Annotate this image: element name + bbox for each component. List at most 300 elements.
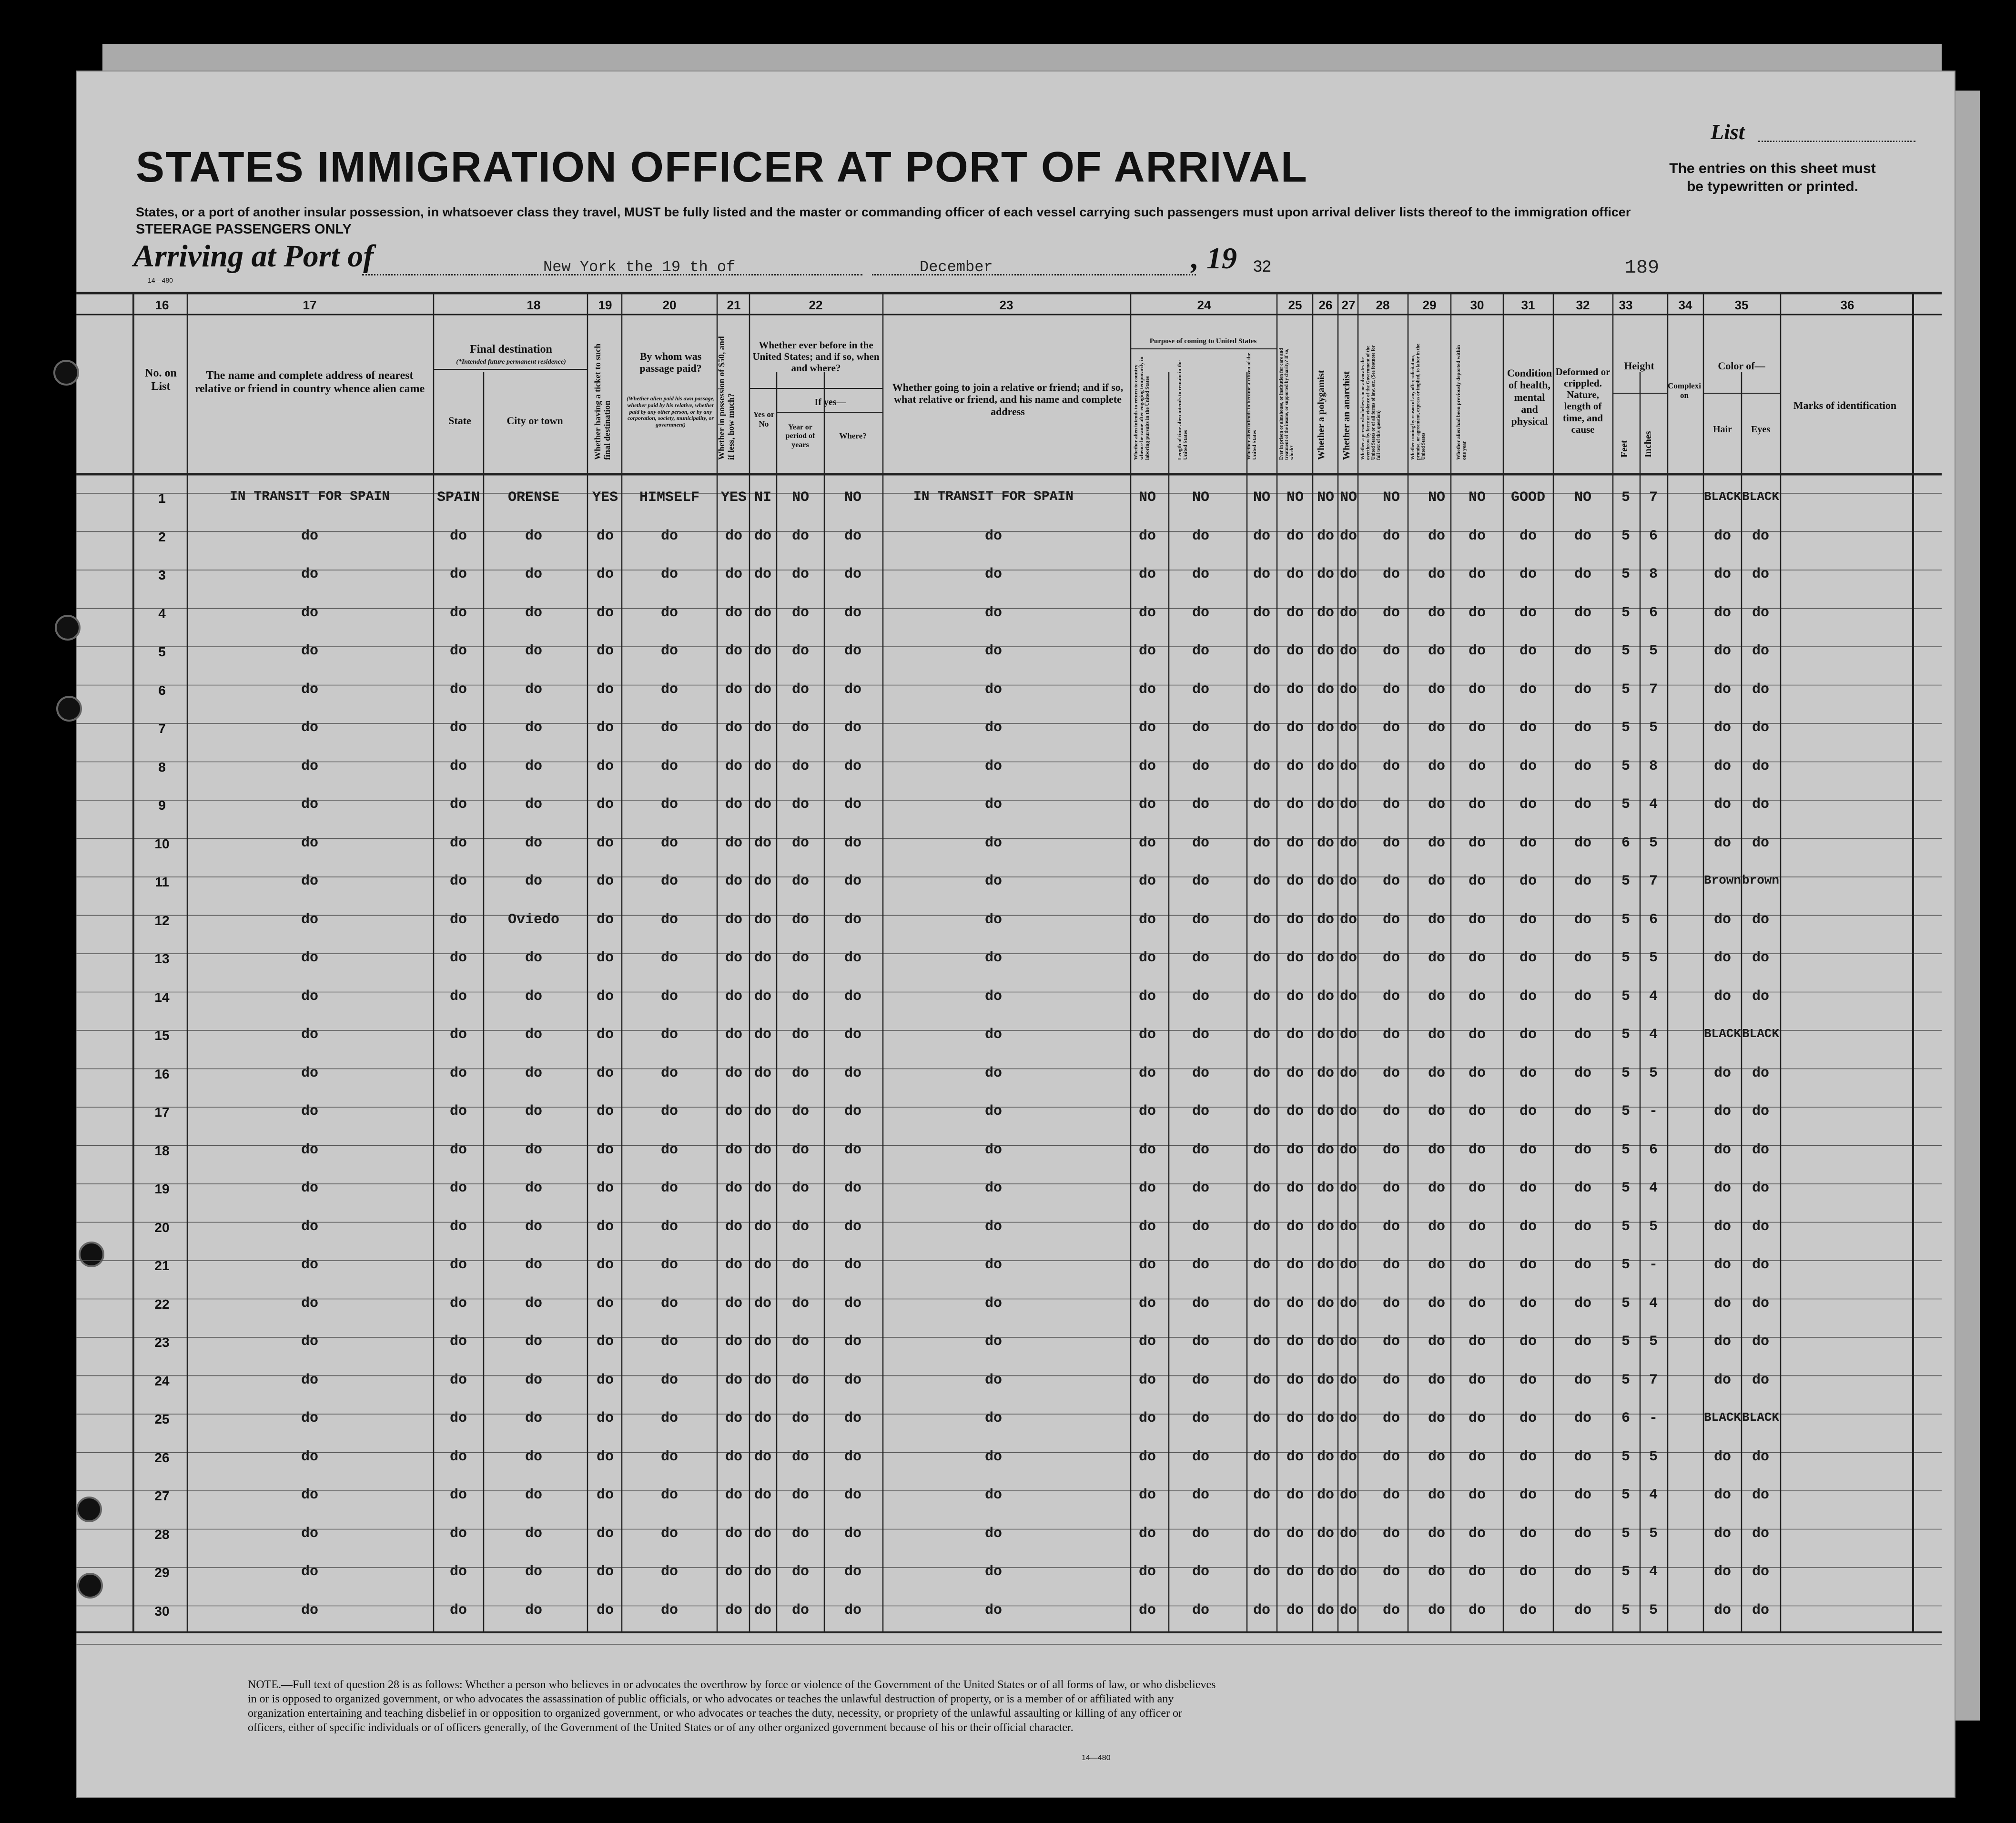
- cell-hair: do: [1713, 758, 1731, 774]
- cell-c21: do: [725, 1027, 742, 1043]
- cell-c24a: do: [1138, 1372, 1156, 1388]
- header-prison-almshouse: Ever in prison or almshouse, or institution for care and treatment of the insane, or supported by charity? If so, which?: [1279, 348, 1295, 460]
- cell-c20: do: [660, 1218, 678, 1235]
- cell-city: do: [525, 643, 542, 659]
- cell-state: do: [449, 643, 467, 659]
- cell-c20: do: [660, 1334, 678, 1350]
- cell-c27: do: [1339, 1410, 1357, 1426]
- cell-c17: do: [301, 911, 318, 928]
- cell-c29: NO: [1428, 489, 1445, 506]
- cell-c24b: do: [1192, 758, 1209, 774]
- cell-c22c: do: [844, 1027, 861, 1043]
- cell-c26: do: [1317, 1065, 1334, 1081]
- cell-c22a: do: [754, 950, 771, 966]
- cell-hair: do: [1713, 566, 1731, 582]
- cell-c26: do: [1317, 1564, 1334, 1580]
- cell-city: do: [525, 528, 542, 544]
- cell-c19: do: [596, 1027, 614, 1043]
- cell-city: do: [525, 1027, 542, 1043]
- cell-c26: do: [1317, 643, 1334, 659]
- header-steerage: STEERAGE PASSENGERS ONLY: [136, 222, 352, 237]
- column-number: 29: [1422, 298, 1437, 312]
- cell-c21: do: [725, 1334, 742, 1350]
- cell-c23: do: [984, 1564, 1002, 1580]
- row-number: 23: [154, 1335, 170, 1350]
- cell-c29: do: [1428, 873, 1445, 889]
- cell-c22a: do: [754, 1564, 771, 1580]
- cell-c24a: do: [1138, 1487, 1156, 1503]
- header-state: State: [448, 415, 471, 427]
- binder-hole: [77, 1573, 103, 1599]
- cell-c28: do: [1382, 1218, 1400, 1235]
- row-number: 13: [154, 951, 170, 966]
- row-number: 7: [158, 721, 166, 736]
- cell-c24a: do: [1138, 681, 1156, 698]
- cell-c29: do: [1428, 643, 1445, 659]
- binder-hole: [79, 1242, 104, 1267]
- cell-hair: do: [1713, 1103, 1731, 1120]
- cell-c25: do: [1286, 643, 1304, 659]
- cell-c28: do: [1382, 1525, 1400, 1542]
- cell-city: do: [525, 950, 542, 966]
- cell-c21: do: [725, 988, 742, 1005]
- cell-c23: do: [984, 1180, 1002, 1196]
- header-passage-paid-sub: (Whether alien paid his own passage, whether paid by his relative, whether paid by any other person, or by any corporation, society, municipality, or government): [627, 395, 715, 428]
- cell-city: do: [525, 604, 542, 621]
- cell-inches: 7: [1649, 681, 1658, 698]
- cell-c24c: do: [1253, 1448, 1270, 1465]
- cell-c31: do: [1519, 1103, 1537, 1120]
- cell-c17: do: [301, 1218, 318, 1235]
- cell-c20: do: [660, 1295, 678, 1312]
- row-number: 29: [154, 1565, 170, 1580]
- cell-c26: do: [1317, 1141, 1334, 1158]
- row-number: 5: [158, 644, 166, 659]
- cell-eyes: brown: [1742, 873, 1779, 887]
- cell-c26: do: [1317, 1448, 1334, 1465]
- column-number: 27: [1341, 298, 1356, 312]
- cell-c32: do: [1574, 1180, 1591, 1196]
- cell-c24a: do: [1138, 1141, 1156, 1158]
- cell-c30: do: [1468, 643, 1486, 659]
- cell-c32: do: [1574, 720, 1591, 736]
- cell-inches: 4: [1649, 988, 1658, 1005]
- cell-c19: do: [596, 1103, 614, 1120]
- cell-c29: do: [1428, 1487, 1445, 1503]
- header-final-destination: Final destination: [470, 343, 552, 356]
- cell-c26: do: [1317, 1372, 1334, 1388]
- cell-c17: do: [301, 720, 318, 736]
- cell-c20: do: [660, 566, 678, 582]
- cell-c24c: do: [1253, 835, 1270, 851]
- cell-c24a: do: [1138, 873, 1156, 889]
- cell-feet: 5: [1621, 566, 1630, 582]
- cell-feet: 5: [1621, 873, 1630, 889]
- cell-c17: do: [301, 950, 318, 966]
- cell-c24b: do: [1192, 604, 1209, 621]
- column-number: 17: [303, 298, 317, 312]
- cell-c22a: do: [754, 835, 771, 851]
- cell-state: do: [449, 1372, 467, 1388]
- cell-c30: do: [1468, 950, 1486, 966]
- cell-c29: do: [1428, 1334, 1445, 1350]
- cell-hair: do: [1713, 950, 1731, 966]
- cell-eyes: do: [1752, 643, 1769, 659]
- column-number: 16: [155, 298, 169, 312]
- cell-c22a: do: [754, 604, 771, 621]
- cell-c29: do: [1428, 796, 1445, 813]
- cell-eyes: BLACK: [1742, 489, 1779, 504]
- cell-feet: 5: [1621, 1372, 1630, 1388]
- cell-c20: do: [660, 796, 678, 813]
- cell-c29: do: [1428, 911, 1445, 928]
- cell-c22c: do: [844, 604, 861, 621]
- cell-city: do: [525, 566, 542, 582]
- cell-c22b: do: [791, 835, 809, 851]
- cell-c30: do: [1468, 1295, 1486, 1312]
- header-deported: Whether alien had been previously deported within one year: [1456, 345, 1468, 460]
- cell-c22b: do: [791, 1180, 809, 1196]
- cell-c24b: do: [1192, 1218, 1209, 1235]
- cell-c22c: do: [844, 988, 861, 1005]
- cell-state: do: [449, 1334, 467, 1350]
- cell-c19: do: [596, 1372, 614, 1388]
- cell-c25: do: [1286, 1525, 1304, 1542]
- cell-c25: do: [1286, 1295, 1304, 1312]
- cell-c28: do: [1382, 988, 1400, 1005]
- column-number: 34: [1678, 298, 1692, 312]
- cell-c31: do: [1519, 758, 1537, 774]
- cell-c21: do: [725, 1487, 742, 1503]
- cell-c24a: do: [1138, 835, 1156, 851]
- cell-c24c: do: [1253, 1295, 1270, 1312]
- cell-c32: do: [1574, 604, 1591, 621]
- cell-eyes: do: [1752, 1295, 1769, 1312]
- cell-c22b: do: [791, 643, 809, 659]
- cell-c22c: do: [844, 1334, 861, 1350]
- cell-c22a: do: [754, 1334, 771, 1350]
- cell-c25: do: [1286, 835, 1304, 851]
- cell-c24b: do: [1192, 1027, 1209, 1043]
- cell-hair: do: [1713, 1564, 1731, 1580]
- cell-c27: do: [1339, 950, 1357, 966]
- cell-feet: 5: [1621, 1141, 1630, 1158]
- cell-c23: do: [984, 604, 1002, 621]
- cell-c20: do: [660, 1564, 678, 1580]
- arriving-month-value: December: [920, 258, 993, 276]
- cell-c19: do: [596, 1487, 614, 1503]
- cell-c23: do: [984, 1448, 1002, 1465]
- cell-city: Oviedo: [507, 911, 560, 928]
- cell-inches: -: [1649, 1257, 1658, 1273]
- cell-c30: do: [1468, 758, 1486, 774]
- cell-c23: do: [984, 988, 1002, 1005]
- cell-city: do: [525, 1410, 542, 1426]
- cell-c21: do: [725, 1410, 742, 1426]
- cell-hair: BLACK: [1703, 489, 1741, 504]
- cell-inches: 6: [1649, 1141, 1658, 1158]
- cell-c27: do: [1339, 1487, 1357, 1503]
- cell-c26: do: [1317, 758, 1334, 774]
- header-yes-no: Yes or No: [753, 410, 775, 428]
- row-number: 10: [154, 836, 170, 851]
- cell-c24b: do: [1192, 1487, 1209, 1503]
- cell-c19: do: [596, 988, 614, 1005]
- cell-hair: do: [1713, 988, 1731, 1005]
- cell-c30: do: [1468, 796, 1486, 813]
- header-height: Height: [1624, 360, 1654, 372]
- cell-state: do: [449, 681, 467, 698]
- cell-c21: do: [725, 1525, 742, 1542]
- cell-c17: do: [301, 1564, 318, 1580]
- cell-c21: do: [725, 720, 742, 736]
- cell-c26: NO: [1317, 489, 1334, 506]
- cell-c24a: do: [1138, 1525, 1156, 1542]
- cell-c29: do: [1428, 566, 1445, 582]
- cell-c26: do: [1317, 604, 1334, 621]
- row-number: 21: [154, 1258, 170, 1273]
- cell-c21: do: [725, 1564, 742, 1580]
- cell-inches: 7: [1649, 873, 1658, 889]
- list-label: List: [1711, 120, 1745, 144]
- cell-inches: 5: [1649, 1218, 1658, 1235]
- cell-c28: do: [1382, 873, 1400, 889]
- cell-c25: do: [1286, 566, 1304, 582]
- header-where: Where?: [839, 431, 867, 440]
- cell-c17: do: [301, 528, 318, 544]
- cell-c28: do: [1382, 1065, 1400, 1081]
- cell-eyes: BLACK: [1742, 1410, 1779, 1425]
- cell-state: do: [449, 796, 467, 813]
- row-number: 19: [154, 1181, 170, 1196]
- cell-inches: -: [1649, 1410, 1658, 1426]
- cell-c22a: do: [754, 681, 771, 698]
- cell-c28: do: [1382, 1487, 1400, 1503]
- cell-c22c: do: [844, 1372, 861, 1388]
- cell-c19: do: [596, 911, 614, 928]
- cell-c19: do: [596, 1218, 614, 1235]
- cell-c22b: do: [791, 1564, 809, 1580]
- cell-c19: YES: [592, 489, 618, 506]
- cell-c19: do: [596, 1564, 614, 1580]
- header-polygamist: Whether a polygamist: [1316, 370, 1327, 460]
- cell-c20: do: [660, 1525, 678, 1542]
- header-question-28: Whether a person who believes in or advocates the overthrow by force or violence of the Government of the United States or of all forms of law, etc. (See footnote for full text of this question): [1360, 345, 1381, 460]
- cell-c24c: do: [1253, 1487, 1270, 1503]
- cell-c32: do: [1574, 1564, 1591, 1580]
- cell-c22c: do: [844, 1065, 861, 1081]
- cell-feet: 5: [1621, 681, 1630, 698]
- cell-c20: do: [660, 720, 678, 736]
- column-number: 20: [662, 298, 677, 312]
- cell-feet: 5: [1621, 1487, 1630, 1503]
- cell-c24a: do: [1138, 1564, 1156, 1580]
- cell-c24c: do: [1253, 1103, 1270, 1120]
- binder-hole: [53, 360, 79, 386]
- cell-c22c: do: [844, 1487, 861, 1503]
- footnote-question-28: NOTE.—Full text of question 28 is as follows: Whether a person who believes in or advocates the overthrow by force or violence of the Government of the United States or of all forms of law, or who disbelieves in or is opposed to organized government, or who advocates the assassination of public officials, or who advocates or teaches the unlawful destruction of property, or is a member of or affiliated with any organization entertaining and teaching disbelief in or opposition to organized government, or who advocates or teaches the duty, necessity, or propriety of the unlawful assaulting or killing of any officer or officers, either of specific individuals or of officers generally, of the Government of the United States or of any other organized government because of his or their official character.: [248, 1679, 1216, 1734]
- cell-c17: do: [301, 873, 318, 889]
- cell-c22b: do: [791, 1257, 809, 1273]
- cell-c32: do: [1574, 643, 1591, 659]
- cell-c24b: do: [1192, 1141, 1209, 1158]
- header-inches: Inches: [1643, 431, 1653, 458]
- cell-c30: do: [1468, 1065, 1486, 1081]
- cell-eyes: do: [1752, 1564, 1769, 1580]
- cell-inches: 5: [1649, 1334, 1658, 1350]
- cell-c30: do: [1468, 1564, 1486, 1580]
- cell-c29: do: [1428, 1141, 1445, 1158]
- cell-c22a: do: [754, 1372, 771, 1388]
- cell-feet: 5: [1621, 604, 1630, 621]
- column-number: 24: [1197, 298, 1211, 312]
- cell-inches: 5: [1649, 643, 1658, 659]
- column-number: 21: [727, 298, 741, 312]
- cell-c32: do: [1574, 950, 1591, 966]
- cell-feet: 5: [1621, 1218, 1630, 1235]
- cell-c22c: do: [844, 1525, 861, 1542]
- sheet-number: 189: [1625, 257, 1660, 279]
- cell-c31: do: [1519, 1180, 1537, 1196]
- cell-c27: do: [1339, 720, 1357, 736]
- cell-c24a: do: [1138, 1257, 1156, 1273]
- cell-c24b: do: [1192, 835, 1209, 851]
- cell-c22b: do: [791, 1065, 809, 1081]
- header-color-of: Color of—: [1718, 360, 1765, 372]
- cell-feet: 5: [1621, 1334, 1630, 1350]
- cell-eyes: do: [1752, 988, 1769, 1005]
- cell-c31: do: [1519, 796, 1537, 813]
- cell-hair: do: [1713, 911, 1731, 928]
- cell-c24c: do: [1253, 1065, 1270, 1081]
- cell-c25: do: [1286, 950, 1304, 966]
- cell-c20: do: [660, 1141, 678, 1158]
- binder-hole: [56, 696, 82, 722]
- cell-c22c: do: [844, 758, 861, 774]
- cell-state: do: [449, 1027, 467, 1043]
- cell-c24b: NO: [1192, 489, 1209, 506]
- cell-c17: do: [301, 1295, 318, 1312]
- cell-c26: do: [1317, 528, 1334, 544]
- cell-c27: do: [1339, 1218, 1357, 1235]
- header-marks-identification: Marks of identification: [1793, 399, 1897, 411]
- cell-c24b: do: [1192, 1525, 1209, 1542]
- cell-c20: do: [660, 1027, 678, 1043]
- cell-c25: do: [1286, 720, 1304, 736]
- cell-feet: 5: [1621, 1065, 1630, 1081]
- cell-c27: do: [1339, 566, 1357, 582]
- cell-c22a: do: [754, 1448, 771, 1465]
- header-deformed: Deformed or crippled. Nature, length of time, and cause: [1555, 366, 1611, 435]
- cell-city: do: [525, 1334, 542, 1350]
- cell-c25: do: [1286, 758, 1304, 774]
- cell-c27: do: [1339, 1448, 1357, 1465]
- cell-c24a: do: [1138, 604, 1156, 621]
- cell-c22a: do: [754, 911, 771, 928]
- column-number: 33: [1619, 298, 1633, 312]
- cell-c26: do: [1317, 796, 1334, 813]
- cell-c29: do: [1428, 1103, 1445, 1120]
- header-labor-offer: Whether coming by reason of any offer, solicitation, promise, or agreement, express or implied, to labor in the United States: [1410, 344, 1426, 460]
- cell-c21: do: [725, 566, 742, 582]
- cell-city: do: [525, 1065, 542, 1081]
- cell-c27: do: [1339, 1525, 1357, 1542]
- cell-c24b: do: [1192, 1180, 1209, 1196]
- cell-c29: do: [1428, 1372, 1445, 1388]
- cell-c25: do: [1286, 681, 1304, 698]
- cell-c22b: do: [791, 758, 809, 774]
- cell-c30: do: [1468, 1372, 1486, 1388]
- cell-c27: do: [1339, 835, 1357, 851]
- cell-c26: do: [1317, 1487, 1334, 1503]
- cell-c25: do: [1286, 604, 1304, 621]
- cell-c22b: do: [791, 604, 809, 621]
- cell-c21: do: [725, 604, 742, 621]
- cell-c22b: do: [791, 1218, 809, 1235]
- cell-c17: do: [301, 604, 318, 621]
- cell-c30: do: [1468, 1141, 1486, 1158]
- cell-c20: do: [660, 873, 678, 889]
- cell-c30: do: [1468, 988, 1486, 1005]
- cell-c22a: NI: [754, 489, 771, 506]
- cell-c31: do: [1519, 1372, 1537, 1388]
- cell-feet: 5: [1621, 1295, 1630, 1312]
- cell-c20: do: [660, 950, 678, 966]
- cell-c22b: do: [791, 1448, 809, 1465]
- cell-hair: do: [1713, 720, 1731, 736]
- cell-feet: 6: [1621, 835, 1630, 851]
- header-instructions: States, or a port of another insular possession, in whatsoever class they travel, MUST be fully listed and the master or commanding officer of each vessel carrying such passengers must upon arrival deliver lists thereof to the immigration officer: [136, 205, 1631, 219]
- arriving-port-value: New York the 19 th of: [543, 258, 736, 276]
- cell-city: do: [525, 1295, 542, 1312]
- cell-c17: do: [301, 758, 318, 774]
- cell-c19: do: [596, 1141, 614, 1158]
- cell-c21: do: [725, 1218, 742, 1235]
- cell-eyes: do: [1752, 1602, 1769, 1619]
- cell-c22c: do: [844, 643, 861, 659]
- cell-c32: do: [1574, 1334, 1591, 1350]
- cell-eyes: do: [1752, 911, 1769, 928]
- cell-c32: do: [1574, 1141, 1591, 1158]
- cell-c24c: do: [1253, 604, 1270, 621]
- cell-c31: do: [1519, 1448, 1537, 1465]
- cell-c30: NO: [1468, 489, 1486, 506]
- cell-c26: do: [1317, 1334, 1334, 1350]
- cell-c30: do: [1468, 1410, 1486, 1426]
- cell-hair: do: [1713, 604, 1731, 621]
- cell-c23: do: [984, 528, 1002, 544]
- cell-hair: BLACK: [1703, 1410, 1741, 1425]
- cell-c24b: do: [1192, 720, 1209, 736]
- cell-hair: do: [1713, 1372, 1731, 1388]
- cell-inches: 6: [1649, 604, 1658, 621]
- cell-state: do: [449, 1564, 467, 1580]
- cell-feet: 5: [1621, 1103, 1630, 1120]
- column-number: 23: [999, 298, 1013, 312]
- cell-c32: do: [1574, 911, 1591, 928]
- row-number: 27: [154, 1488, 170, 1503]
- header-health: Condition of health, mental and physical: [1507, 367, 1552, 428]
- cell-inches: 5: [1649, 950, 1658, 966]
- cell-inches: 8: [1649, 566, 1658, 582]
- cell-c29: do: [1428, 1564, 1445, 1580]
- cell-c29: do: [1428, 1295, 1445, 1312]
- cell-hair: do: [1713, 1334, 1731, 1350]
- cell-c22c: do: [844, 1218, 861, 1235]
- cell-c27: do: [1339, 1564, 1357, 1580]
- cell-c21: do: [725, 1372, 742, 1388]
- binder-hole: [55, 615, 81, 641]
